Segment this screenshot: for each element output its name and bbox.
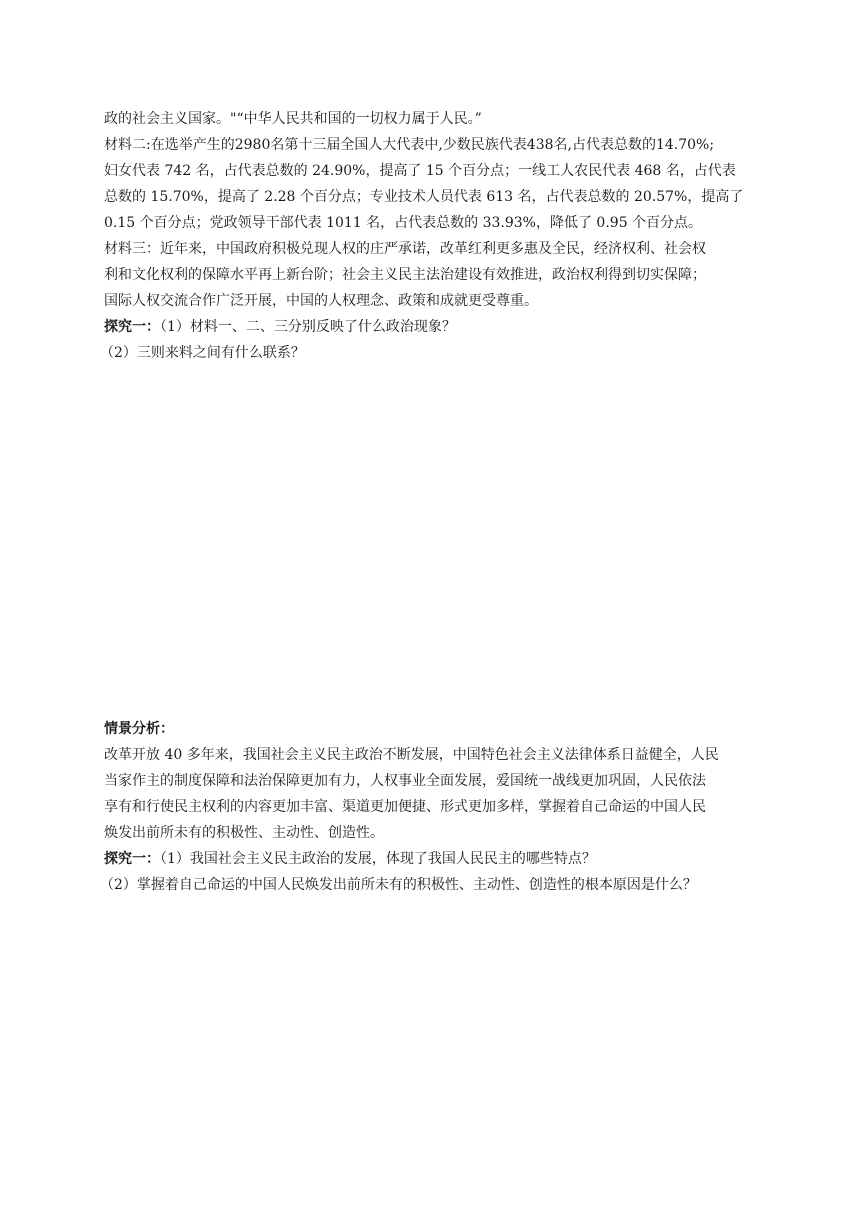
- scenario-heading: 情景分析：: [104, 721, 174, 737]
- scenario-line: 当家作主的制度保障和法治保障更加有力，人权事业全面发展，爱国统一战线更加巩固，人民依法: [104, 773, 706, 789]
- scenario-paragraph: [104, 742, 764, 846]
- material-three-line: 利和文化权利的保障水平再上新台阶；社会主义民主法治建设有效推进，政治权利得到切实保障；: [104, 267, 706, 283]
- material-section: [100, 106, 764, 366]
- material-two-line: 妇女代表 742 名，占代表总数的 24.90%，提高了 15 个百分点；一线工人农民代表 468 名，占代表: [104, 163, 736, 179]
- material-three-line: 国际人权交流合作广泛开展，中国的人权理念、政策和成就更受尊重。: [104, 293, 538, 309]
- inquiry-question-2: （2）三则来料之间有什么联系？: [100, 345, 305, 361]
- intro-line: 政的社会主义国家。"“中华人民共和国的一切权力属于人民。”: [104, 111, 482, 127]
- scenario-line: 享有和行使民主权利的内容更加丰富、渠道更加便捷、形式更加多样，掌握着自己命运的中国人民: [104, 799, 706, 815]
- material-two-line: 总数的 15.70%，提高了 2.28 个百分点；专业技术人员代表 613 名，占代表总数的 20.57%，提高了: [104, 189, 744, 205]
- inquiry-question-text: （1）我国社会主义民主政治的发展，体现了我国人民民主的哪些特点？: [160, 851, 596, 867]
- scenario-inquiry-question-2: （2）掌握着自己命运的中国人民焕发出前所未有的积极性、主动性、创造性的根本原因是什么？: [100, 877, 697, 893]
- inquiry-question-text: （1）材料一、二、三分别反映了什么政治现象？: [160, 319, 456, 335]
- scenario-section: [100, 716, 764, 898]
- inquiry-question-1: [104, 314, 764, 340]
- material-two-line: 材料二:在选举产生的2980名第十三届全国人大代表中,少数民族代表438名,占代表总数的14.70%;: [104, 137, 715, 153]
- material-two-paragraph: [104, 132, 764, 236]
- inquiry-label: 探究一：: [104, 851, 160, 867]
- inquiry-label: 探究一：: [104, 319, 160, 335]
- material-three-paragraph: [104, 236, 764, 314]
- scenario-line: 焕发出前所未有的积极性、主动性、创造性。: [104, 825, 384, 841]
- scenario-inquiry-question-1: [104, 846, 764, 872]
- scenario-line: 改革开放 40 多年来，我国社会主义民主政治不断发展，中国特色社会主义法律体系日益健全，人民: [104, 747, 719, 763]
- material-two-line: 0.15 个百分点；党政领导干部代表 1011 名，占代表总数的 33.93%，降低了 0.95 个百分点。: [104, 215, 703, 231]
- material-three-line: 材料三：近年来，中国政府积极兑现人权的庄严承诺，改革红利更多惠及全民，经济权利、社会权: [104, 241, 706, 257]
